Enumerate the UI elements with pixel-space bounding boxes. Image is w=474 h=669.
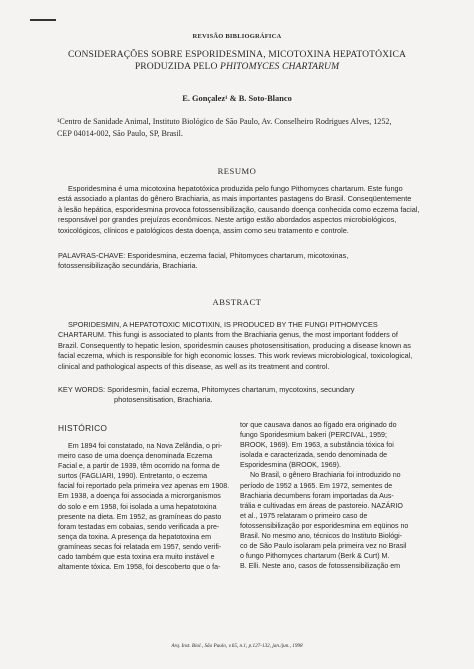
historico-line: BROOK, 1969). Em 1963, a substância tóxica foi: [240, 441, 394, 450]
title-line-1: CONSIDERAÇÕES SOBRE ESPORIDESMINA, MICOTOXINA HEPATOTÓXICA: [68, 49, 406, 60]
key-words-line-2: photosensitisation, Brachiaria.: [114, 395, 213, 405]
abstract-line: SPORIDESMIN, A HEPATOTOXIC MICOTIXIN, IS PRODUCED BY THE FUNGI PITHOMYCES: [68, 320, 378, 329]
key-words-line-1: KEY WORDS: Sporidesmin, facial eczema, Phitomyces chartarum, mycotoxins, secundary: [58, 385, 355, 394]
historico-line: gramíneas secas foi relatada em 1957, sendo verifi-: [58, 542, 222, 551]
affiliation-line-2: CEP 04014-002, São Paulo, SP, Brasil.: [57, 129, 183, 138]
key-words: [58, 385, 422, 406]
section-label: REVISÃO BIBLIOGRÁFICA: [192, 33, 282, 40]
historico-line: Em 1894 foi constatado, na Nova Zelândia, o pri-: [68, 442, 223, 450]
historico-line: fungo Sporidesmium bakeri (PERCIVAL, 1959;: [240, 431, 387, 440]
historico-line: sença da toxina. A presença da hepatotoxina em: [58, 532, 212, 541]
title-line-2-prefix: PRODUZIDA PELO: [134, 61, 220, 72]
palavras-chave-line-2: fotossensibilização secundária, Brachiaria.: [58, 261, 198, 271]
paper-title: [40, 49, 434, 73]
resumo-heading: RESUMO: [217, 166, 257, 176]
resumo-line: toxicológicos, clínicos e patológicos desta doença, assim como seu tratamento e controle.: [58, 225, 349, 235]
historico-left-column: [58, 441, 240, 572]
historico-line: do solo e em 1958, foi isolada a uma hepatotoxina: [58, 502, 217, 511]
historico-line: cado também que esta toxina era muito instável e: [58, 553, 215, 562]
abstract-line: clinical and pathological aspects of this disease, as well as its treatment and control.: [58, 361, 330, 371]
historico-line: et al., 1975 relataram o primeiro caso de: [240, 511, 368, 520]
historico-line: fotossensibilização por esporidesmina em eqüinos no: [240, 521, 409, 530]
resumo-text: [58, 184, 422, 236]
resumo-line: à lesão hepática, esporidesmina provoca fotossensibilização, causando doença conhecida como eczema facial,: [58, 204, 420, 214]
historico-line: surtos (FAGLIARI, 1990). Entretanto, o eczema: [58, 472, 208, 481]
historico-line: facial foi reportado pela primeira vez apenas em 1908.: [58, 482, 230, 491]
historico-line: isolada e caracterizada, sendo denominada de: [240, 451, 388, 460]
affiliation: [57, 116, 427, 140]
historico-line: período de 1952 a 1965. Em 1972, sementes de: [240, 481, 393, 490]
abstract-heading: ABSTRACT: [212, 297, 262, 307]
historico-line: Esporidesmina (BROOK, 1969).: [240, 461, 341, 470]
authors: E. Gonçalez¹ & B. Soto-Blanco: [182, 94, 292, 103]
historico-line: Em 1938, a doença foi associada a microrganismos: [58, 492, 221, 501]
abstract-text: [58, 320, 422, 372]
abstract-line: facial eczema, which is responsible for high economic losses. This work reviews microbiological, toxicological,: [58, 351, 413, 361]
title-species: PHITOMYCES CHARTARUM: [220, 61, 340, 72]
resumo-line: responsável por grandes prejuízos econômicos. Neste artigo estão abordados aspectos microbiológicos,: [58, 215, 397, 225]
header-rule: [30, 19, 56, 21]
title-line-2: [40, 61, 434, 73]
historico-line: B. Elli. Neste ano, casos de fotossensibilização em: [240, 562, 401, 571]
resumo-line: Esporidesmina é uma micotoxina hepatotóxica produzida pelo fungo Pithomyces chartarum. Este fungo: [68, 184, 403, 193]
historico-line: foram testadas em cobaias, sendo verificada a pre-: [58, 522, 220, 531]
affiliation-line-1: ¹Centro de Sanidade Animal, Instituto Biológico de São Paulo, Av. Conselheiro Rodrigues Alves, 1252,: [57, 117, 392, 126]
historico-line: meiro caso de uma doença denominada Eczema: [58, 452, 213, 461]
historico-line: Brasil. No mesmo ano, técnicos do Instituto Biológi-: [240, 532, 403, 541]
historico-line: co de São Paulo isolaram pela primeira vez no Brasil: [240, 542, 407, 551]
page-footer-citation: Arq. Inst. Biol., São Paulo, v.65, n.1, p.127-132, jan./jun., 1998: [171, 643, 303, 649]
historico-line: altamente tóxica. Em 1958, foi descoberto que o fa-: [58, 563, 221, 572]
palavras-chave: [58, 251, 422, 272]
resumo-line: está associado a plantas do gênero Brachiaria, as mais importantes pastagens do Brasil. Conseqüentemente: [58, 194, 412, 204]
historico-right-column: [240, 420, 422, 571]
abstract-line: CHARTARUM. This fungi is associated to plants from the Brachiaria genus, the most important fodders of: [58, 330, 398, 340]
historico-line: No Brasil, o gênero Brachiaria foi introduzido no: [250, 471, 401, 480]
historico-line: trália e cultivadas em áreas de pastoreio. NAZÁRIO: [240, 501, 403, 510]
historico-line: presente na dieta. Em 1952, as gramíneas do pasto: [58, 512, 222, 521]
historico-line: Facial e, a partir de 1939, têm ocorrido na forma de: [58, 462, 220, 471]
palavras-chave-line-1: PALAVRAS-CHAVE: Esporidesmina, eczema facial, Phitomyces chartarum, micotoxinas,: [58, 251, 349, 260]
abstract-line: Brazil. Consequently to hepatic lesion, sporidesmin causes photosensitisation, producing a disease known as: [58, 340, 411, 350]
historico-line: tor que causava danos ao fígado era originado do: [240, 421, 397, 429]
historico-heading: HISTÓRICO: [58, 423, 108, 433]
historico-line: Brachiaria decumbens foram importadas da Aus-: [240, 491, 394, 500]
historico-line: o fungo Pithomyces chartarum (Berk & Curt) M.: [240, 552, 390, 561]
